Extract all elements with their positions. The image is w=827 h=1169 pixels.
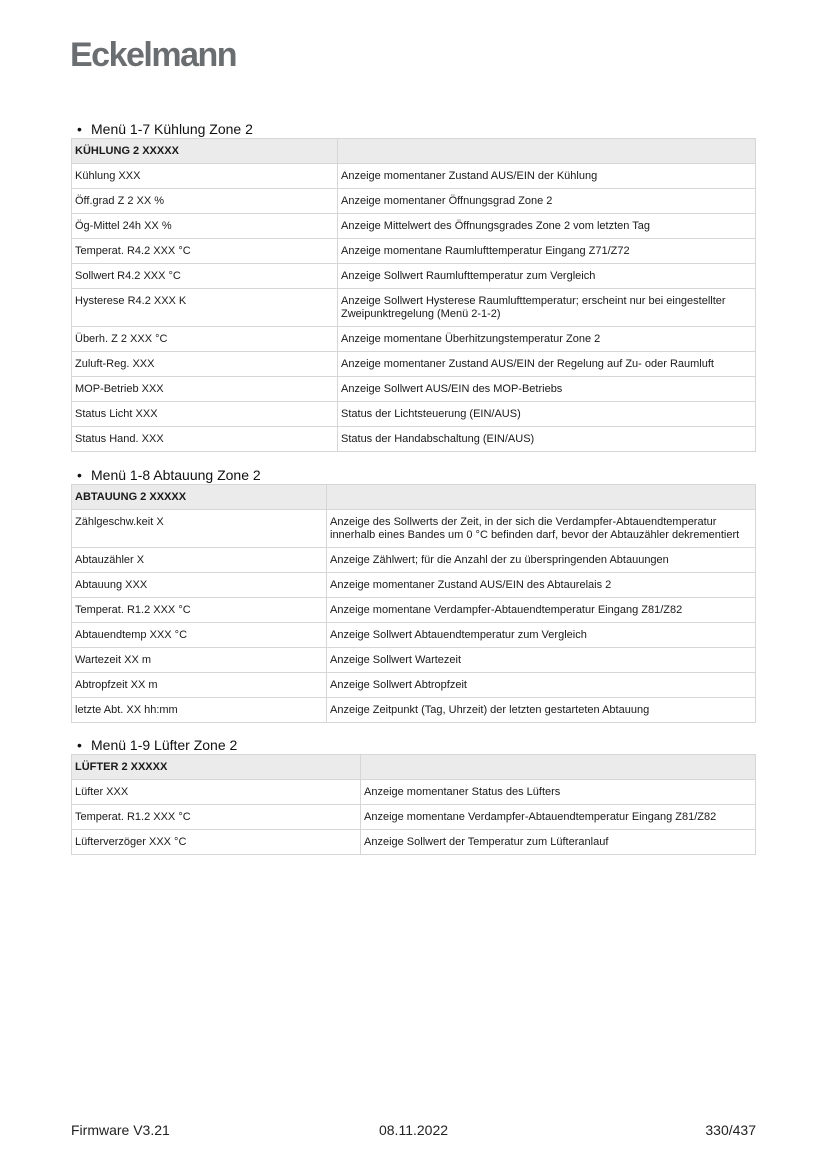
description-cell: Anzeige Sollwert der Temperatur zum Lüfteranlauf [361,830,756,855]
table-row [72,648,756,673]
description-cell: Anzeige momentaner Öffnungsgrad Zone 2 [338,189,756,214]
table-row [72,264,756,289]
table-row [72,548,756,573]
table-header-cell: ABTAUUNG 2 XXXXX [72,485,327,510]
description-cell: Anzeige Zählwert; für die Anzahl der zu überspringenden Abtauungen [327,548,756,573]
description-cell: Anzeige des Sollwerts der Zeit, in der sich die Verdampfer-Abtauendtemperatur innerhalb eines Bandes um 0 °C befinden darf, bevor der Abtauzähler dekrementiert [327,510,756,548]
table-header-cell: KÜHLUNG 2 XXXXX [72,139,338,164]
parameter-cell: Sollwert R4.2 XXX °C [72,264,338,289]
page-footer [71,1122,756,1140]
description-cell: Anzeige Sollwert Hysterese Raumlufttemperatur; erscheint nur bei eingestellter Zweipunktregelung (Menü 2-1-2) [338,289,756,327]
description-cell: Anzeige momentane Raumlufttemperatur Eingang Z71/Z72 [338,239,756,264]
table-row [72,164,756,189]
table-header-empty-cell [338,139,756,164]
table-header-empty-cell [327,485,756,510]
description-cell: Anzeige Sollwert Raumlufttemperatur zum Vergleich [338,264,756,289]
description-cell: Anzeige momentane Verdampfer-Abtauendtemperatur Eingang Z81/Z82 [361,805,756,830]
parameter-cell: Kühlung XXX [72,164,338,189]
table-header-row [72,755,756,780]
table-header-row [72,139,756,164]
description-cell: Anzeige Sollwert Abtauendtemperatur zum Vergleich [327,623,756,648]
parameter-cell: Abtauzähler X [72,548,327,573]
table-header-cell: LÜFTER 2 XXXXX [72,755,361,780]
description-cell: Anzeige momentaner Zustand AUS/EIN der Regelung auf Zu- oder Raumluft [338,352,756,377]
table-header-empty-cell [361,755,756,780]
table-header-row [72,485,756,510]
parameter-cell: Abtauung XXX [72,573,327,598]
parameter-cell: Temperat. R1.2 XXX °C [72,598,327,623]
parameter-cell: Zuluft-Reg. XXX [72,352,338,377]
description-cell: Anzeige Mittelwert des Öffnungsgrades Zone 2 vom letzten Tag [338,214,756,239]
bullet-icon: • [77,467,82,483]
description-cell: Status der Handabschaltung (EIN/AUS) [338,427,756,452]
company-logo: Eckelmann [70,36,237,74]
table-row [72,698,756,723]
description-cell: Anzeige momentaner Zustand AUS/EIN des Abtaurelais 2 [327,573,756,598]
description-cell: Anzeige momentaner Zustand AUS/EIN der Kühlung [338,164,756,189]
parameter-cell: Überh. Z 2 XXX °C [72,327,338,352]
parameter-cell: MOP-Betrieb XXX [72,377,338,402]
section-menu-1-9 [71,736,756,855]
parameter-cell: Ög-Mittel 24h XX % [72,214,338,239]
section-menu-1-8 [71,466,756,723]
description-cell: Anzeige Sollwert Wartezeit [327,648,756,673]
section-title: • Menü 1-9 Lüfter Zone 2 [77,737,238,753]
table-row [72,780,756,805]
parameter-cell: Temperat. R1.2 XXX °C [72,805,361,830]
table-row [72,510,756,548]
table-row [72,830,756,855]
section-title: • Menü 1-8 Abtauung Zone 2 [77,467,261,483]
parameter-cell: Hysterese R4.2 XXX K [72,289,338,327]
parameter-cell: Zählgeschw.keit X [72,510,327,548]
description-cell: Anzeige Sollwert AUS/EIN des MOP-Betriebs [338,377,756,402]
parameter-table [71,138,756,452]
table-row [72,673,756,698]
table-row [72,327,756,352]
table-row [72,239,756,264]
parameter-table [71,484,756,723]
footer-page-number: 330/437 [705,1122,756,1138]
table-row [72,352,756,377]
description-cell: Anzeige momentane Verdampfer-Abtauendtemperatur Eingang Z81/Z82 [327,598,756,623]
parameter-cell: Abtropfzeit XX m [72,673,327,698]
description-cell: Anzeige momentane Überhitzungstemperatur Zone 2 [338,327,756,352]
parameter-cell: Öff.grad Z 2 XX % [72,189,338,214]
description-cell: Anzeige Zeitpunkt (Tag, Uhrzeit) der letzten gestarteten Abtauung [327,698,756,723]
parameter-cell: Status Hand. XXX [72,427,338,452]
footer-firmware: Firmware V3.21 [71,1122,170,1138]
description-cell: Anzeige Sollwert Abtropfzeit [327,673,756,698]
bullet-icon: • [77,121,82,137]
table-row [72,598,756,623]
table-row [72,573,756,598]
parameter-cell: Abtauendtemp XXX °C [72,623,327,648]
table-row [72,805,756,830]
description-cell: Anzeige momentaner Status des Lüfters [361,780,756,805]
section-title: • Menü 1-7 Kühlung Zone 2 [77,121,253,137]
parameter-table [71,754,756,855]
section-menu-1-7 [71,120,756,452]
table-row [72,377,756,402]
parameter-cell: Status Licht XXX [72,402,338,427]
table-row [72,623,756,648]
parameter-cell: letzte Abt. XX hh:mm [72,698,327,723]
table-row [72,189,756,214]
parameter-cell: Temperat. R4.2 XXX °C [72,239,338,264]
description-cell: Status der Lichtsteuerung (EIN/AUS) [338,402,756,427]
table-row [72,289,756,327]
table-row [72,402,756,427]
parameter-cell: Wartezeit XX m [72,648,327,673]
table-row [72,214,756,239]
parameter-cell: Lüfter XXX [72,780,361,805]
footer-date: 08.11.2022 [378,1122,449,1138]
parameter-cell: Lüfterverzöger XXX °C [72,830,361,855]
table-row [72,427,756,452]
bullet-icon: • [77,737,82,753]
